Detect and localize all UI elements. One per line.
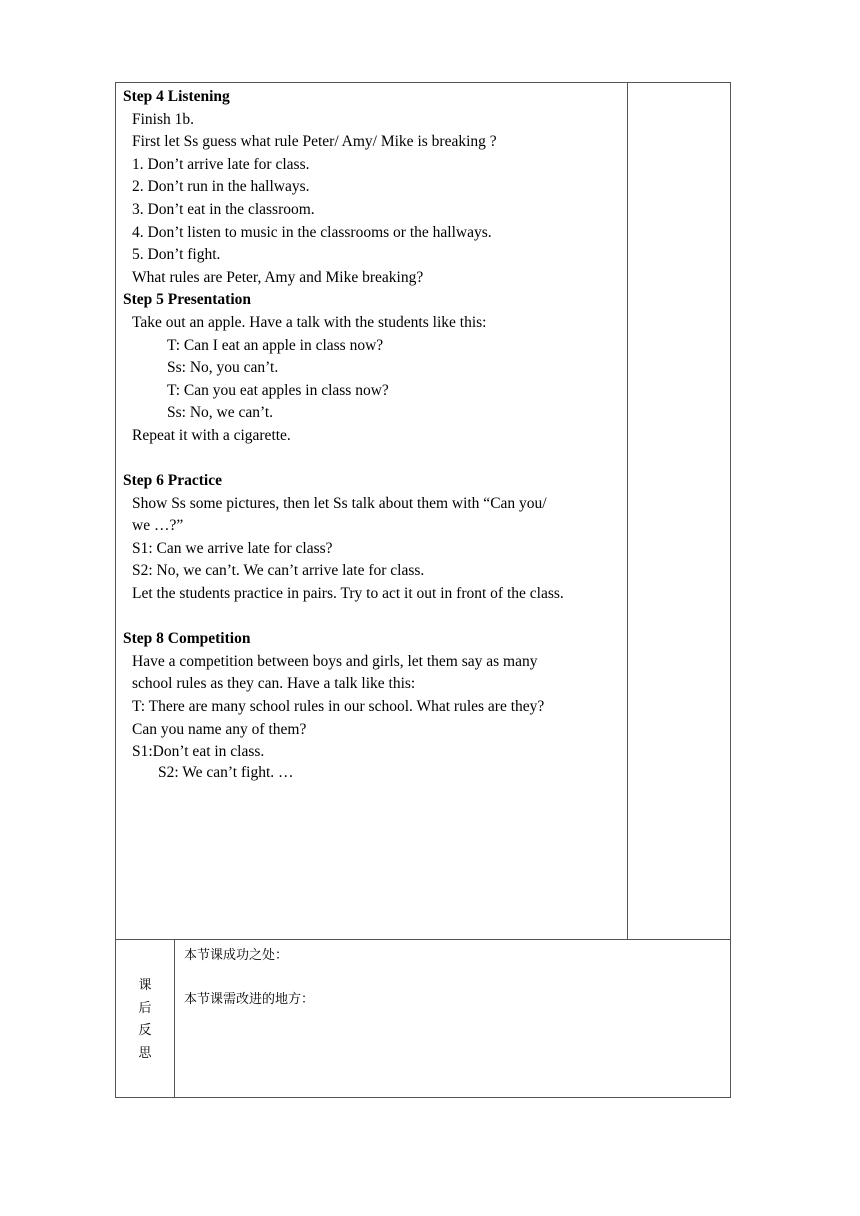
lesson-line: Show Ss some pictures, then let Ss talk about them with “Can you/ [132,494,547,512]
reflection-label-char: 反 [138,1023,152,1038]
lesson-line: T: There are many school rules in our school. What rules are they? [132,698,545,716]
lesson-line: Have a competition between boys and girls, let them say as many [132,652,538,670]
reflection-row-divider [115,939,731,940]
lesson-line: 2. Don’t run in the hallways. [132,178,310,196]
reflection-label-char: 思 [138,1045,152,1061]
lesson-line: T: Can you eat apples in class now? [167,381,389,399]
lesson-line: 3. Don’t eat in the classroom. [132,200,315,218]
step-heading: Step 6 Practice [123,472,222,490]
lesson-line: Let the students practice in pairs. Try to act it out in front of the class. [132,585,564,603]
lesson-line: First let Ss guess what rule Peter/ Amy/ Mike is breaking ? [132,133,497,151]
lesson-line: Finish 1b. [132,110,195,128]
lesson-line: 5. Don’t fight. [132,246,221,264]
lesson-line: Ss: No, we can’t. [167,404,274,422]
lesson-steps [123,86,623,782]
lesson-line: S1: Can we arrive late for class? [132,539,333,557]
lesson-line: Can you name any of them? [132,720,307,738]
lesson-line: T: Can I eat an apple in class now? [167,336,384,354]
spacer [123,448,623,471]
lesson-line: we …?” [132,517,184,535]
spacer [123,606,623,629]
reflection-label-divider [174,939,175,1098]
lesson-line: S2: We can’t fight. … [158,763,294,781]
success-prompt: 本节课成功之处： [184,948,289,963]
reflection-label-char: 后 [138,1000,152,1016]
reflection-label [116,975,174,1065]
lesson-line: 4. Don’t listen to music in the classrooms or the hallways. [132,223,492,241]
lesson-line: S1:Don’t eat in class. [132,743,265,761]
reflection-label-char: 课 [138,978,152,993]
notes-column [628,83,730,939]
lesson-line: S2: No, we can’t. We can’t arrive late for class. [132,562,425,580]
lesson-line: What rules are Peter, Amy and Mike breaking? [132,268,424,286]
lesson-line: Take out an apple. Have a talk with the students like this: [132,313,487,331]
step-heading: Step 5 Presentation [123,291,252,309]
improve-prompt: 本节课需改进的地方： [184,992,315,1007]
lesson-line: Ss: No, you can’t. [167,359,279,377]
step-heading: Step 4 Listening [123,88,230,105]
lesson-line: Repeat it with a cigarette. [132,426,291,444]
lesson-line: 1. Don’t arrive late for class. [132,155,310,173]
lesson-line: school rules as they can. Have a talk like this: [132,675,416,693]
step-heading: Step 8 Competition [123,630,251,648]
